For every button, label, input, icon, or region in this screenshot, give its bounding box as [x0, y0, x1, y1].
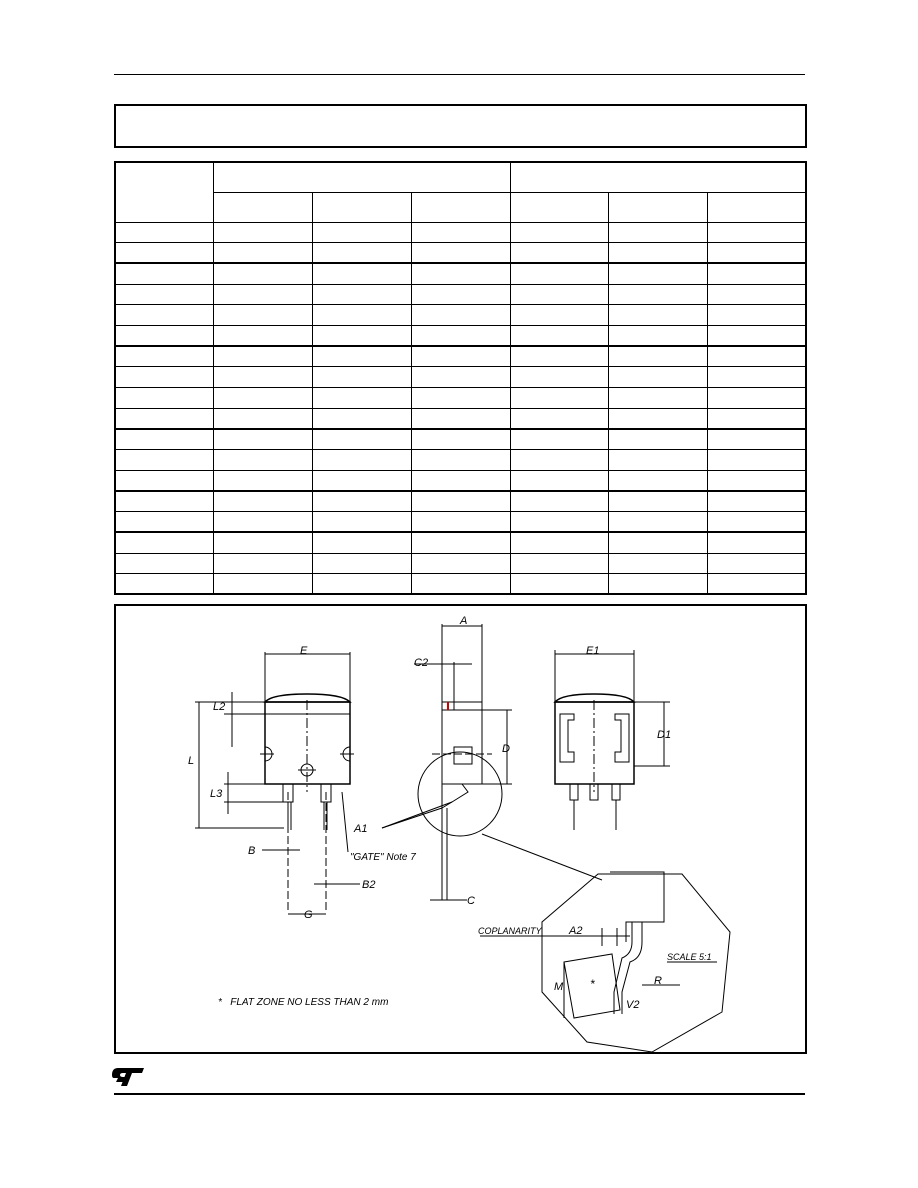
table-cell	[312, 491, 411, 512]
table-cell	[411, 429, 510, 450]
table-row	[115, 263, 806, 284]
row-label	[115, 408, 213, 429]
table-cell	[608, 574, 707, 595]
row-label	[115, 470, 213, 491]
table-cell	[608, 470, 707, 491]
dim-label-a: A	[460, 615, 468, 627]
table-cell	[707, 284, 806, 305]
st-logo	[112, 1066, 146, 1093]
table-cell	[707, 553, 806, 574]
flat-zone-star: *	[590, 977, 595, 991]
table-cell	[510, 429, 608, 450]
table-row	[115, 388, 806, 409]
header-rule	[114, 74, 805, 75]
table-cell	[411, 243, 510, 264]
table-cell	[707, 243, 806, 264]
dim-label-g: G	[304, 909, 313, 921]
row-label	[115, 450, 213, 471]
table-cell	[510, 408, 608, 429]
st-logo-icon	[112, 1066, 146, 1088]
back-view	[555, 650, 670, 830]
row-label	[115, 512, 213, 533]
table-cell	[608, 263, 707, 284]
table-row	[115, 222, 806, 243]
dim-label-r: R	[654, 975, 662, 987]
package-outline-drawing	[116, 606, 805, 1052]
table-cell	[312, 512, 411, 533]
table-row	[115, 532, 806, 553]
table-cell	[707, 263, 806, 284]
table-cell	[213, 532, 312, 553]
dimensions-table	[114, 161, 807, 595]
table-cell	[312, 263, 411, 284]
table-cell	[213, 574, 312, 595]
table-cell	[411, 263, 510, 284]
row-label	[115, 388, 213, 409]
dim-label-d: D	[502, 743, 510, 755]
table-cell	[411, 325, 510, 346]
table-cell	[312, 470, 411, 491]
table-cell	[411, 574, 510, 595]
table-cell	[411, 553, 510, 574]
table-cell	[707, 512, 806, 533]
table-cell	[411, 470, 510, 491]
table-cell	[213, 470, 312, 491]
table-cell	[213, 243, 312, 264]
dim-label-v2: V2	[626, 999, 640, 1011]
table-cell	[213, 408, 312, 429]
table-cell	[608, 367, 707, 388]
row-label	[115, 367, 213, 388]
table-sub-header	[213, 192, 312, 222]
dim-label-l2: L2	[213, 701, 226, 713]
table-cell	[510, 325, 608, 346]
table-row	[115, 429, 806, 450]
table-row	[115, 367, 806, 388]
table-cell	[411, 512, 510, 533]
front-view	[195, 652, 360, 914]
table-cell	[608, 222, 707, 243]
table-cell	[510, 574, 608, 595]
table-cell	[510, 512, 608, 533]
table-cell	[411, 532, 510, 553]
table-cell	[707, 408, 806, 429]
row-label	[115, 305, 213, 326]
table-row	[115, 284, 806, 305]
table-cell	[312, 429, 411, 450]
table-cell	[707, 367, 806, 388]
table-cell	[411, 450, 510, 471]
table-cell	[213, 367, 312, 388]
table-cell	[312, 346, 411, 367]
table-cell	[213, 284, 312, 305]
table-cell	[312, 532, 411, 553]
flat-zone-footnote: * FLAT ZONE NO LESS THAN 2 mm	[218, 997, 389, 1008]
table-row	[115, 325, 806, 346]
table-cell	[510, 450, 608, 471]
dim-label-e: E	[300, 645, 308, 657]
table-cell	[510, 553, 608, 574]
gate-note-label: "GATE" Note 7	[350, 852, 416, 863]
detail-view	[480, 872, 730, 1052]
table-cell	[707, 346, 806, 367]
table-cell	[510, 263, 608, 284]
row-label	[115, 325, 213, 346]
table-cell	[608, 553, 707, 574]
table-row	[115, 512, 806, 533]
table-cell	[312, 574, 411, 595]
table-cell	[213, 325, 312, 346]
dim-label-e1: E1	[586, 645, 600, 657]
table-cell	[312, 325, 411, 346]
table-cell	[213, 512, 312, 533]
table-row	[115, 553, 806, 574]
table-row	[115, 470, 806, 491]
table-cell	[608, 243, 707, 264]
table-cell	[510, 491, 608, 512]
table-cell	[707, 532, 806, 553]
table-row	[115, 305, 806, 326]
table-cell	[213, 222, 312, 243]
row-label	[115, 222, 213, 243]
table-row	[115, 450, 806, 471]
dim-label-b2: B2	[362, 879, 376, 891]
table-corner-header	[115, 162, 213, 222]
table-cell	[608, 346, 707, 367]
table-cell	[213, 491, 312, 512]
table-sub-header	[510, 192, 608, 222]
row-label	[115, 491, 213, 512]
dim-label-c2: C2	[414, 657, 429, 669]
table-cell	[510, 388, 608, 409]
dim-label-b: B	[248, 845, 256, 857]
table-cell	[510, 222, 608, 243]
table-cell	[312, 222, 411, 243]
scale-label: SCALE 5:1	[667, 952, 712, 962]
table-cell	[213, 346, 312, 367]
table-cell	[707, 429, 806, 450]
table-cell	[510, 346, 608, 367]
table-cell	[510, 470, 608, 491]
dim-label-l: L	[188, 755, 195, 767]
table-row	[115, 408, 806, 429]
table-cell	[707, 325, 806, 346]
dim-label-d1: D1	[657, 729, 672, 741]
row-label	[115, 574, 213, 595]
table-sub-header	[312, 192, 411, 222]
table-cell	[707, 388, 806, 409]
row-label	[115, 429, 213, 450]
table-cell	[608, 450, 707, 471]
table-row	[115, 346, 806, 367]
dim-label-m: M	[554, 981, 564, 993]
row-label	[115, 532, 213, 553]
table-sub-header	[608, 192, 707, 222]
coplanarity-label: COPLANARITY	[478, 926, 542, 936]
table-cell	[707, 305, 806, 326]
package-drawing-frame	[114, 604, 807, 1054]
table-cell	[411, 388, 510, 409]
table-cell	[411, 367, 510, 388]
table-cell	[608, 532, 707, 553]
table-cell	[411, 305, 510, 326]
table-cell	[312, 388, 411, 409]
dim-label-l3: L3	[210, 788, 223, 800]
table-cell	[312, 450, 411, 471]
row-label	[115, 553, 213, 574]
table-cell	[213, 450, 312, 471]
table-cell	[411, 491, 510, 512]
table-sub-header	[707, 192, 806, 222]
table-cell	[213, 388, 312, 409]
table-cell	[707, 574, 806, 595]
table-cell	[411, 346, 510, 367]
row-label	[115, 263, 213, 284]
table-cell	[510, 367, 608, 388]
table-cell	[608, 512, 707, 533]
table-cell	[608, 408, 707, 429]
table-sub-header	[411, 192, 510, 222]
table-cell	[510, 284, 608, 305]
table-cell	[312, 284, 411, 305]
table-cell	[510, 532, 608, 553]
table-cell	[213, 305, 312, 326]
table-cell	[312, 408, 411, 429]
table-cell	[411, 222, 510, 243]
table-cell	[213, 263, 312, 284]
table-cell	[510, 243, 608, 264]
dim-label-a2: A2	[569, 925, 583, 937]
footer-rule	[114, 1093, 805, 1095]
table-cell	[213, 429, 312, 450]
table-cell	[707, 450, 806, 471]
table-cell	[213, 553, 312, 574]
table-group-header	[510, 162, 806, 192]
row-label	[115, 346, 213, 367]
table-cell	[608, 388, 707, 409]
table-row	[115, 243, 806, 264]
dim-label-c: C	[467, 895, 475, 907]
table-cell	[411, 408, 510, 429]
table-cell	[707, 222, 806, 243]
table-cell	[707, 470, 806, 491]
table-cell	[312, 243, 411, 264]
table-cell	[312, 367, 411, 388]
table-body	[115, 222, 806, 594]
table-group-header	[213, 162, 510, 192]
table-row	[115, 574, 806, 595]
table-cell	[608, 305, 707, 326]
dim-label-a1: A1	[354, 823, 368, 835]
row-label	[115, 284, 213, 305]
table-cell	[608, 325, 707, 346]
table-cell	[510, 305, 608, 326]
row-label	[115, 243, 213, 264]
section-title-box	[114, 104, 807, 148]
table-cell	[608, 284, 707, 305]
table-cell	[312, 553, 411, 574]
table-cell	[608, 491, 707, 512]
table-row	[115, 491, 806, 512]
table-cell	[707, 491, 806, 512]
table-cell	[312, 305, 411, 326]
table-cell	[608, 429, 707, 450]
table-cell	[411, 284, 510, 305]
